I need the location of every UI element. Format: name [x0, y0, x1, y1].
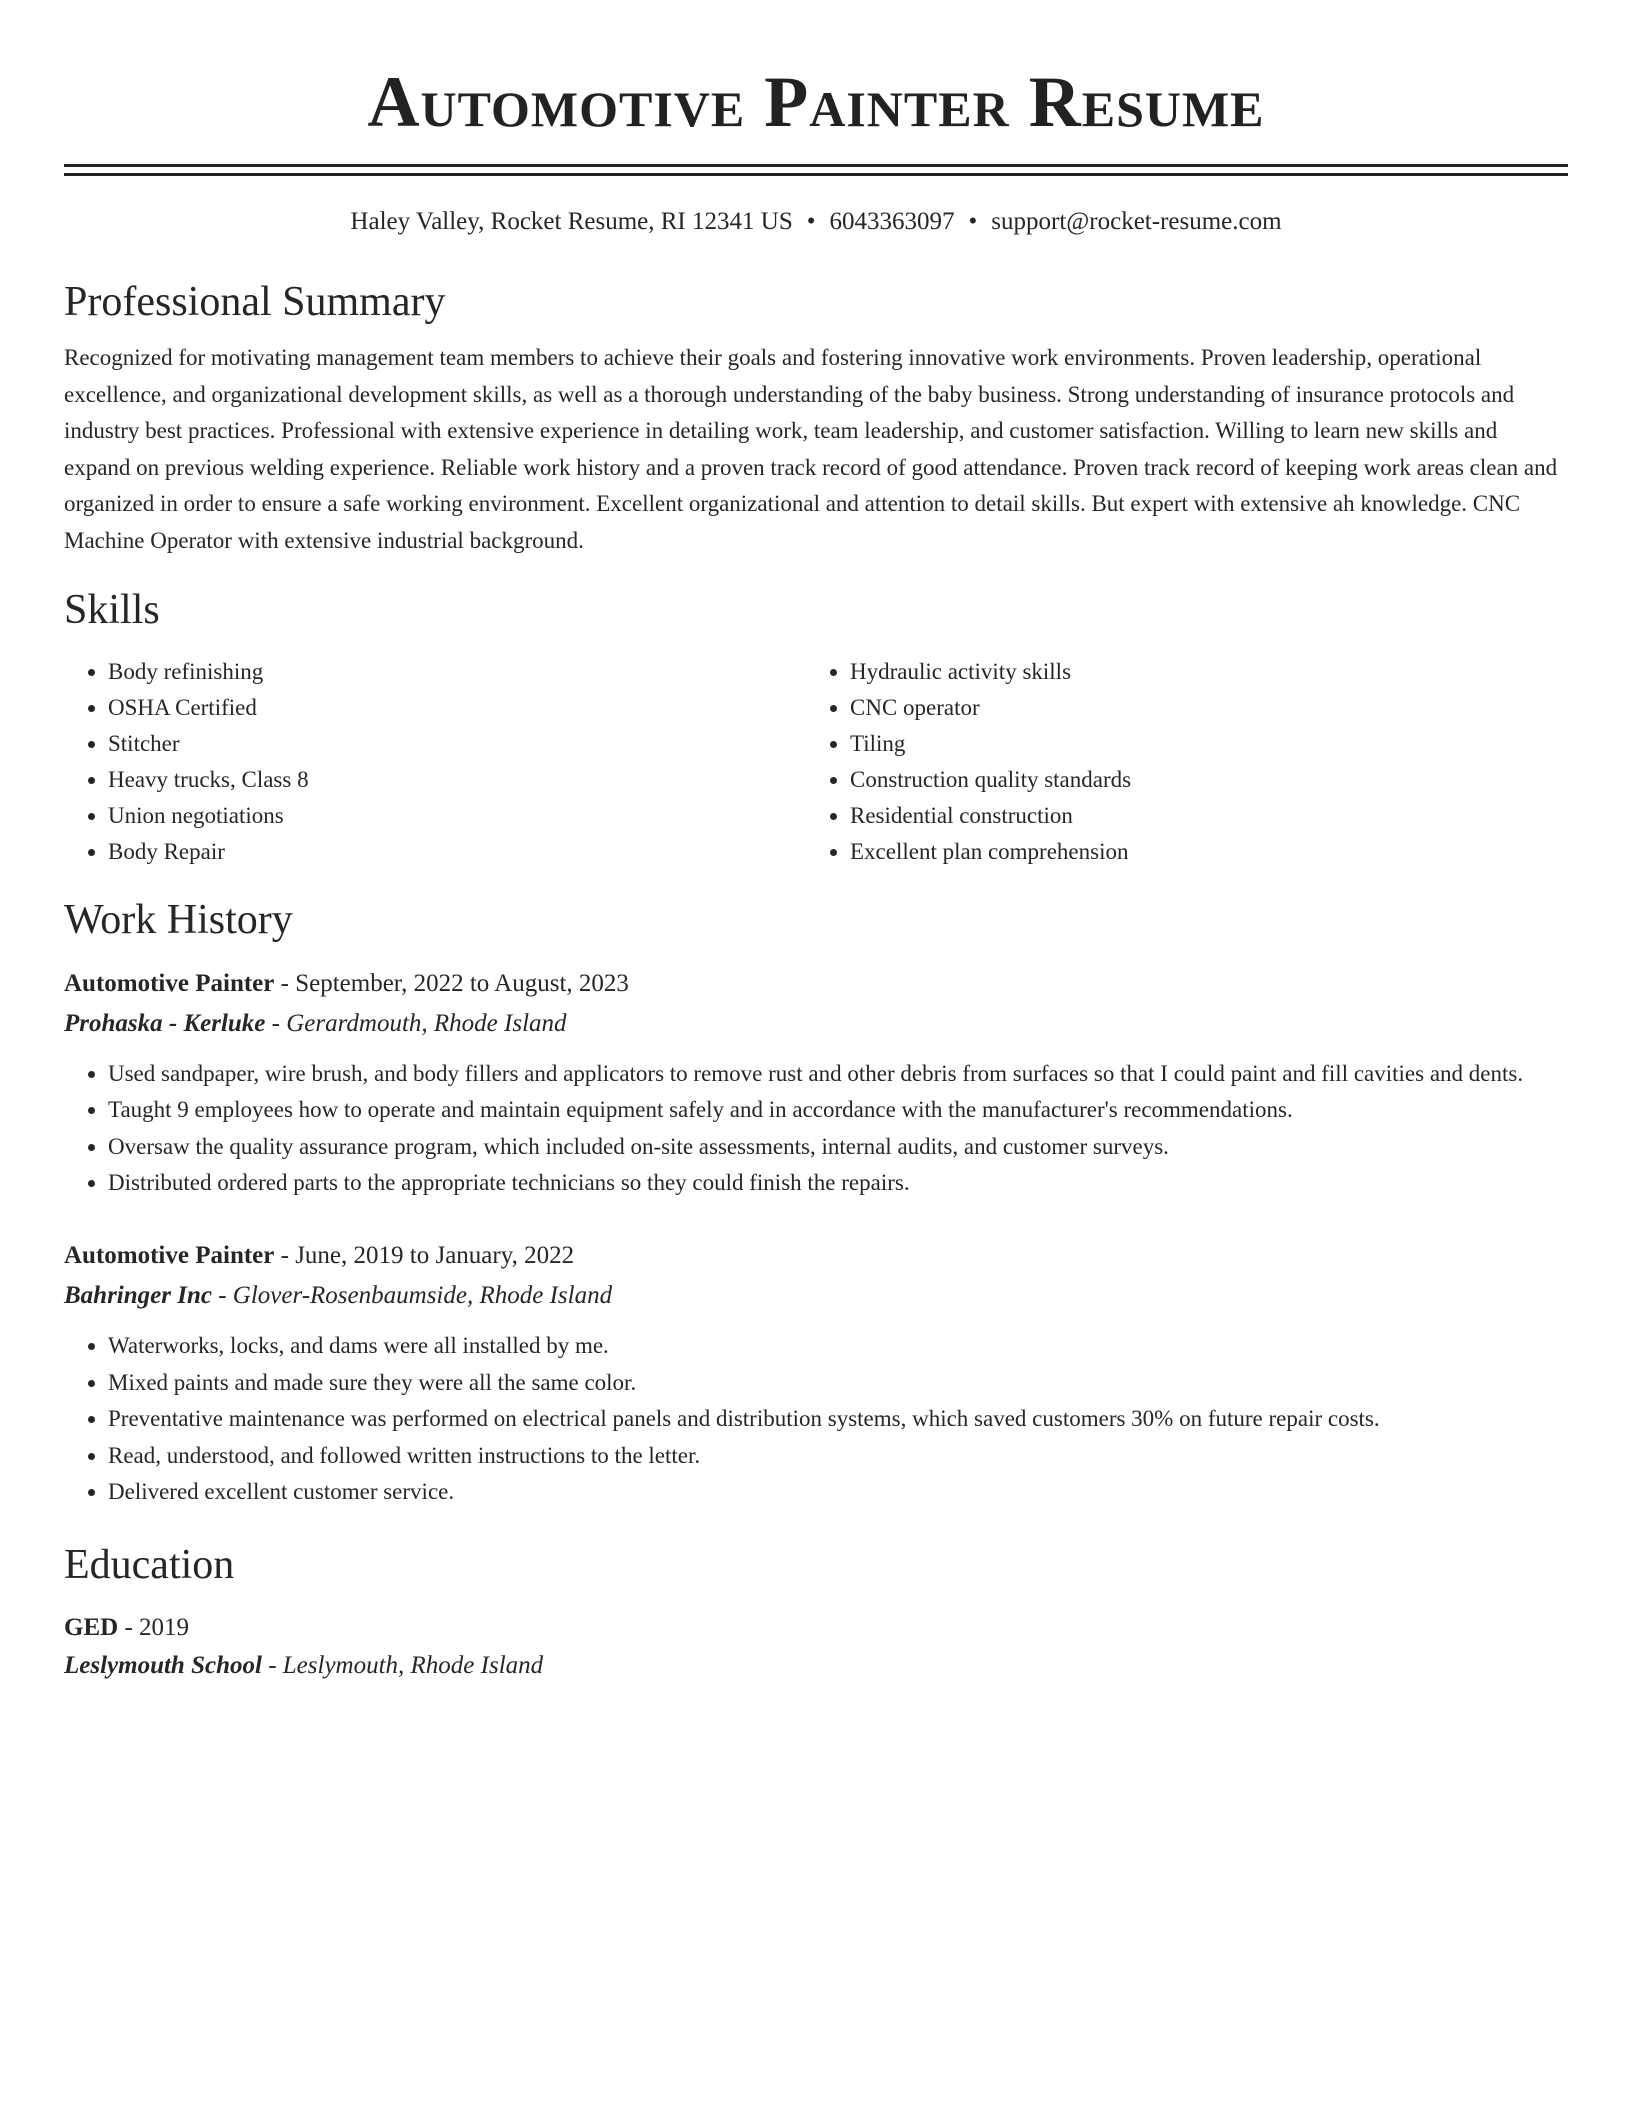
- job-bullets: [64, 1056, 1568, 1202]
- contact-separator: •: [806, 208, 816, 235]
- job-location: - Gerardmouth, Rhode Island: [265, 1009, 567, 1037]
- job-company-line: [64, 1004, 1568, 1044]
- education-location: - Leslymouth, Rhode Island: [261, 1651, 544, 1679]
- job-company: Bahringer Inc: [64, 1281, 212, 1309]
- job-bullet: • Read, understood, and followed written instructions to the letter.: [108, 1438, 1568, 1475]
- title-divider-top: [64, 164, 1568, 167]
- job-bullet: • Oversaw the quality assurance program, which included on-site assessments, internal audits, and customer surveys.: [108, 1129, 1568, 1166]
- skill-item: • Tiling: [850, 726, 1548, 762]
- contact-phone: 6043363097: [829, 208, 955, 235]
- skills-section: [64, 584, 1568, 870]
- work-history-heading: Work History: [64, 896, 293, 943]
- education-school-line: [64, 1647, 1568, 1685]
- job-dates: - June, 2019 to January, 2022: [274, 1241, 575, 1269]
- education-year: - 2019: [118, 1613, 190, 1641]
- job-dates: - September, 2022 to August, 2023: [274, 969, 629, 997]
- skill-item: • Stitcher: [108, 726, 806, 762]
- skills-list-left: [64, 654, 806, 870]
- resume-title: Automotive Painter Resume: [367, 62, 1265, 142]
- job-entry: [64, 964, 1568, 1202]
- contact-line: [64, 206, 1568, 238]
- skills-columns: [64, 654, 1568, 870]
- job-bullets: [64, 1328, 1568, 1511]
- skill-item: • Body Repair: [108, 834, 806, 870]
- job-bullet: • Used sandpaper, wire brush, and body fillers and applicators to remove rust and other debris from surfaces so that I could paint and fill cavities and dents.: [108, 1056, 1568, 1093]
- education-section: [64, 1539, 1568, 1685]
- skill-item: • Body refinishing: [108, 654, 806, 690]
- skills-heading: Skills: [64, 586, 160, 633]
- job-company: Prohaska - Kerluke: [64, 1009, 266, 1037]
- job-bullet: • Preventative maintenance was performed on electrical panels and distribution systems, which saved customers 30% on future repair costs.: [108, 1401, 1568, 1438]
- job-header: [64, 964, 1568, 1004]
- job-title: Automotive Painter: [64, 1241, 275, 1269]
- job-company-line: [64, 1276, 1568, 1316]
- contact-address: Haley Valley, Rocket Resume, RI 12341 US: [350, 208, 793, 235]
- education-heading: Education: [64, 1541, 235, 1588]
- job-bullet: • Taught 9 employees how to operate and maintain equipment safely and in accordance with the manufacturer's recommendations.: [108, 1092, 1568, 1129]
- job-entry: [64, 1236, 1568, 1511]
- skill-item: • OSHA Certified: [108, 690, 806, 726]
- skill-item: • Heavy trucks, Class 8: [108, 762, 806, 798]
- skill-item: • Residential construction: [850, 798, 1548, 834]
- contact-email: support@rocket-resume.com: [991, 208, 1282, 235]
- contact-separator: •: [968, 208, 978, 235]
- skill-item: • Union negotiations: [108, 798, 806, 834]
- skill-item: • CNC operator: [850, 690, 1548, 726]
- resume-page: [64, 0, 1568, 1685]
- job-title: Automotive Painter: [64, 969, 275, 997]
- job-bullet: • Delivered excellent customer service.: [108, 1474, 1568, 1511]
- job-bullet: • Distributed ordered parts to the appropriate technicians so they could finish the repairs.: [108, 1165, 1568, 1202]
- summary-heading: Professional Summary: [64, 279, 446, 325]
- job-bullet: • Mixed paints and made sure they were all the same color.: [108, 1365, 1568, 1402]
- education-degree: GED: [64, 1613, 119, 1641]
- skill-item: • Construction quality standards: [850, 762, 1548, 798]
- job-header: [64, 1236, 1568, 1276]
- education-school: Leslymouth School: [64, 1651, 262, 1679]
- title-divider-bottom: [64, 173, 1568, 176]
- summary-section: [64, 276, 1568, 560]
- skills-list-right: [806, 654, 1548, 870]
- summary-text: Recognized for motivating management team members to achieve their goals and fostering innovative work environments. Proven leadership, operational excellence, and organizational development skills, as well as a thorough understanding of the baby business. Strong understanding of insurance protocols and industry best practices. Professional with extensive experience in detailing work, team leadership, and customer satisfaction. Willing to learn new skills and expand on previous welding experience. Reliable work history and a proven track record of good attendance. Proven track record of keeping work areas clean and organized in order to ensure a safe working environment. Excellent organizational and attention to detail skills. But expert with extensive ah knowledge. CNC Machine Operator with extensive industrial background.: [64, 345, 1558, 553]
- job-location: - Glover-Rosenbaumside, Rhode Island: [211, 1281, 613, 1309]
- skill-item: • Excellent plan comprehension: [850, 834, 1548, 870]
- work-history-section: [64, 894, 1568, 1511]
- job-bullet: • Waterworks, locks, and dams were all installed by me.: [108, 1328, 1568, 1365]
- education-header: [64, 1609, 1568, 1647]
- education-entry: [64, 1609, 1568, 1685]
- skill-item: • Hydraulic activity skills: [850, 654, 1548, 690]
